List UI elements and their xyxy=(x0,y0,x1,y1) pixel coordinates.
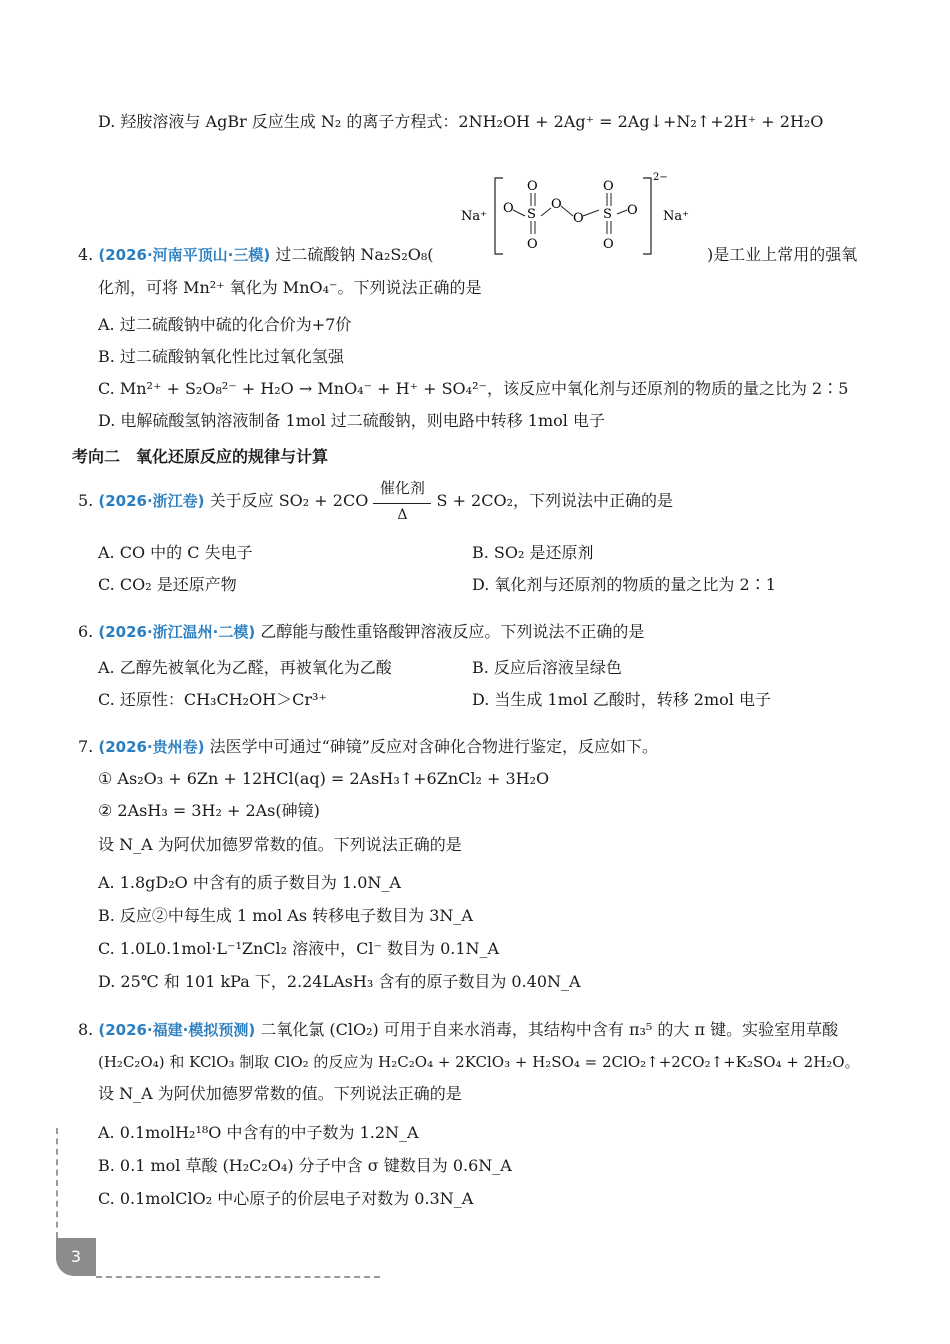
s-right: S xyxy=(603,207,612,222)
q5-stem-b: S + 2CO₂，下列说法中正确的是 xyxy=(436,491,674,510)
q4-option-a: A. 过二硫酸钠中硫的化合价为+7价 xyxy=(98,315,352,334)
q8-stem-b: (H₂C₂O₄) 和 KClO₃ 制取 ClO₂ 的反应为 H₂C₂O₄ + 2KClO₃ + H₂SO₄ = 2ClO₂↑+2CO₂↑+K₂SO₄ + 2H₂O。 xyxy=(98,1053,860,1071)
q5-option-d: D. 氧化剂与还原剂的物质的量之比为 2∶1 xyxy=(472,575,776,594)
q7-option-d: D. 25℃ 和 101 kPa 下，2.24LAsH₃ 含有的原子数目为 0.40N_A xyxy=(98,972,581,991)
q6-source: (2026·浙江温州·二模) xyxy=(98,623,256,641)
o-top-right: O xyxy=(603,179,614,194)
q7-number: 7. xyxy=(78,737,94,756)
q7-stem-text: 法医学中可通过“砷镜”反应对含砷化合物进行鉴定，反应如下。 xyxy=(209,737,658,756)
q7-option-a: A. 1.8gD₂O 中含有的质子数目为 1.0N_A xyxy=(98,873,401,892)
q8-option-b: B. 0.1 mol 草酸 (H₂C₂O₄) 分子中含 σ 键数目为 0.6N_A xyxy=(98,1156,512,1175)
q5-option-b: B. SO₂ 是还原剂 xyxy=(472,543,594,562)
q4-source: (2026·河南平顶山·三模) xyxy=(98,246,271,264)
o-bottom-right: O xyxy=(603,237,614,252)
q6-number: 6. xyxy=(78,622,94,641)
q5-stem-a: 关于反应 SO₂ + 2CO xyxy=(209,491,369,510)
reaction-condition xyxy=(373,478,431,523)
q8-source: (2026·福建·模拟预测) xyxy=(98,1021,256,1039)
q7-reaction-1: ① As₂O₃ + 6Zn + 12HCl(aq) = 2AsH₃↑+6ZnCl₂ + 3H₂O xyxy=(98,769,550,788)
q4-stem-line1 xyxy=(78,244,434,266)
o-top-left: O xyxy=(527,179,538,194)
q6-stem xyxy=(78,621,644,643)
heat-label: Δ xyxy=(397,506,408,523)
sodium-persulfate-structure xyxy=(455,170,695,258)
o-outer-right: O xyxy=(627,203,638,218)
na-right-label: Na⁺ xyxy=(663,209,689,224)
catalyst-label: 催化剂 xyxy=(379,478,425,497)
q8-na-line: 设 N_A 为阿伏加德罗常数的值。下列说法正确的是 xyxy=(98,1084,462,1103)
q4-number: 4. xyxy=(78,245,94,264)
q4-option-c: C. Mn²⁺ + S₂O₈²⁻ + H₂O → MnO₄⁻ + H⁺ + SO₄²⁻，该反应中氧化剂与还原剂的物质的量之比为 2∶5 xyxy=(98,379,849,398)
o-bottom-left: O xyxy=(527,237,538,252)
q6-option-a: A. 乙醇先被氧化为乙醛，再被氧化为乙酸 xyxy=(98,658,392,677)
na-left-label: Na⁺ xyxy=(461,209,487,224)
o-outer-left: O xyxy=(503,201,514,216)
q5-stem xyxy=(78,478,674,523)
q8-option-c: C. 0.1molClO₂ 中心原子的价层电子对数为 0.3N_A xyxy=(98,1189,474,1208)
q6-option-b: B. 反应后溶液呈绿色 xyxy=(472,658,622,677)
q5-number: 5. xyxy=(78,491,94,510)
section-heading: 考向二 氧化还原反应的规律与计算 xyxy=(72,447,329,466)
q4-option-d: D. 电解硫酸氢钠溶液制备 1mol 过二硫酸钠，则电路中转移 1mol 电子 xyxy=(98,411,605,430)
q4-stem-c: 化剂，可将 Mn²⁺ 氧化为 MnO₄⁻。下列说法正确的是 xyxy=(98,278,482,297)
q7-na-line: 设 N_A 为阿伏加德罗常数的值。下列说法正确的是 xyxy=(98,835,462,854)
q7-option-b: B. 反应②中每生成 1 mol As 转移电子数目为 3N_A xyxy=(98,906,473,925)
page-number: 3 xyxy=(56,1238,96,1276)
q6-option-c: C. 还原性：CH₃CH₂OH＞Cr³⁺ xyxy=(98,690,327,709)
page-border-horizontal xyxy=(96,1276,380,1278)
o-bridge-left: O xyxy=(551,197,562,212)
q7-reaction-2: ② 2AsH₃ = 3H₂ + 2As(砷镜) xyxy=(98,801,320,820)
q8-option-a: A. 0.1molH₂¹⁸O 中含有的中子数为 1.2N_A xyxy=(98,1123,419,1142)
q7-stem xyxy=(78,736,658,758)
q7-option-c: C. 1.0L0.1mol·L⁻¹ZnCl₂ 溶液中，Cl⁻ 数目为 0.1N_A xyxy=(98,939,500,958)
q8-number: 8. xyxy=(78,1020,94,1039)
q5-source: (2026·浙江卷) xyxy=(98,492,205,510)
q8-stem-a: 二氧化氯 (ClO₂) 可用于自来水消毒，其结构中含有 π₃⁵ 的大 π 键。实验室用草酸 xyxy=(260,1020,839,1039)
q5-option-a: A. CO 中的 C 失电子 xyxy=(98,543,253,562)
q4-stem-b: )是工业上常用的强氧 xyxy=(707,245,858,264)
page-border-vertical xyxy=(56,1128,58,1238)
s-left: S xyxy=(527,207,536,222)
q6-option-d: D. 当生成 1mol 乙酸时，转移 2mol 电子 xyxy=(472,690,771,709)
charge-label: 2− xyxy=(653,172,668,183)
q4-stem-a: 过二硫酸钠 Na₂S₂O₈( xyxy=(275,245,434,264)
q8-stem-line1 xyxy=(78,1019,838,1041)
q5-option-c: C. CO₂ 是还原产物 xyxy=(98,575,237,594)
q4-option-b: B. 过二硫酸钠氧化性比过氧化氢强 xyxy=(98,347,344,366)
q7-source: (2026·贵州卷) xyxy=(98,738,205,756)
o-bridge-right: O xyxy=(573,211,584,226)
q3-option-d: D. 羟胺溶液与 AgBr 反应生成 N₂ 的离子方程式：2NH₂OH + 2Ag⁺ = 2Ag↓+N₂↑+2H⁺ + 2H₂O xyxy=(98,112,824,131)
q6-stem-text: 乙醇能与酸性重铬酸钾溶液反应。下列说法不正确的是 xyxy=(260,622,645,641)
